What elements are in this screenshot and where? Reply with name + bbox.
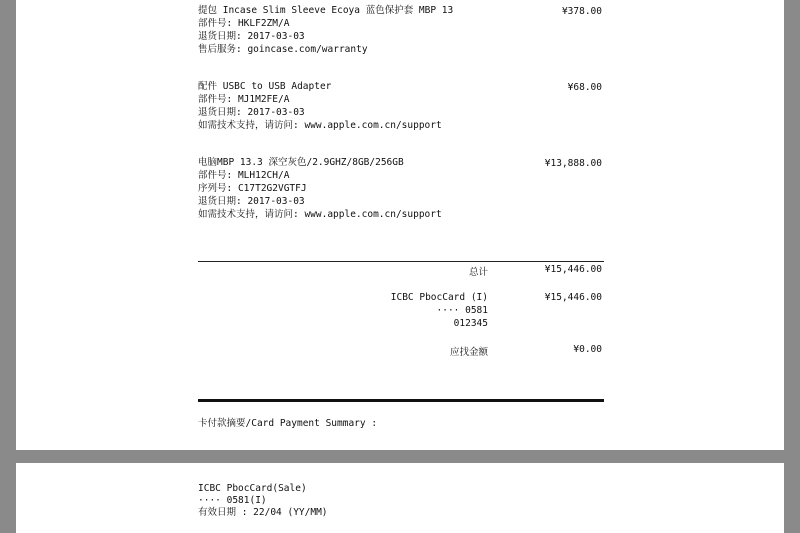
receipt-page-2 (16, 463, 784, 533)
card-sale-label: ICBC PbocCard(Sale) (198, 483, 307, 494)
item-return-date: 退货日期: 2017-03-03 (198, 31, 305, 42)
card-masked-number: ···· 0581(I) (198, 495, 267, 506)
total-value: ¥15,446.00 (544, 264, 602, 275)
change-label: 应找金额 (449, 347, 488, 358)
card-masked-number: ···· 0581 (436, 305, 488, 316)
total-label: 总计 (468, 267, 488, 278)
totals-divider (198, 261, 604, 262)
item-service-info: 售后服务: goincase.com/warranty (198, 44, 368, 55)
change-value: ¥0.00 (573, 344, 602, 355)
item-serial-number: 序列号: C17T2G2VGTFJ (198, 183, 307, 194)
item-support-info: 如需技术支持，请访问: www.apple.com.cn/support (198, 120, 442, 131)
summary-divider (198, 399, 604, 402)
item-description: 提包 Incase Slim Sleeve Ecoya 蓝色保护套 MBP 13 (198, 5, 454, 16)
item-return-date: 退货日期: 2017-03-03 (198, 107, 305, 118)
item-part-number: 部件号: HKLF2ZM/A (198, 18, 290, 29)
card-label: ICBC PbocCard (I) (390, 292, 488, 303)
item-description: 配件 USBC to USB Adapter (198, 81, 332, 92)
item-return-date: 退货日期: 2017-03-03 (198, 196, 305, 207)
item-description: 电脑MBP 13.3 深空灰色/2.9GHZ/8GB/256GB (198, 157, 404, 168)
item-part-number: 部件号: MJ1M2FE/A (198, 94, 290, 105)
item-1-amount: ¥378.00 (561, 6, 602, 17)
item-2-amount: ¥68.00 (567, 82, 602, 93)
item-3-amount: ¥13,888.00 (544, 158, 602, 169)
item-support-info: 如需技术支持，请访问: www.apple.com.cn/support (198, 209, 442, 220)
card-value: ¥15,446.00 (544, 292, 602, 303)
receipt-page-1 (16, 0, 784, 450)
card-auth-code: 012345 (453, 318, 488, 329)
card-expiry: 有效日期 : 22/04 (YY/MM) (198, 507, 328, 518)
card-payment-summary-heading: 卡付款摘要/Card Payment Summary : (198, 418, 378, 429)
item-part-number: 部件号: MLH12CH/A (198, 170, 290, 181)
